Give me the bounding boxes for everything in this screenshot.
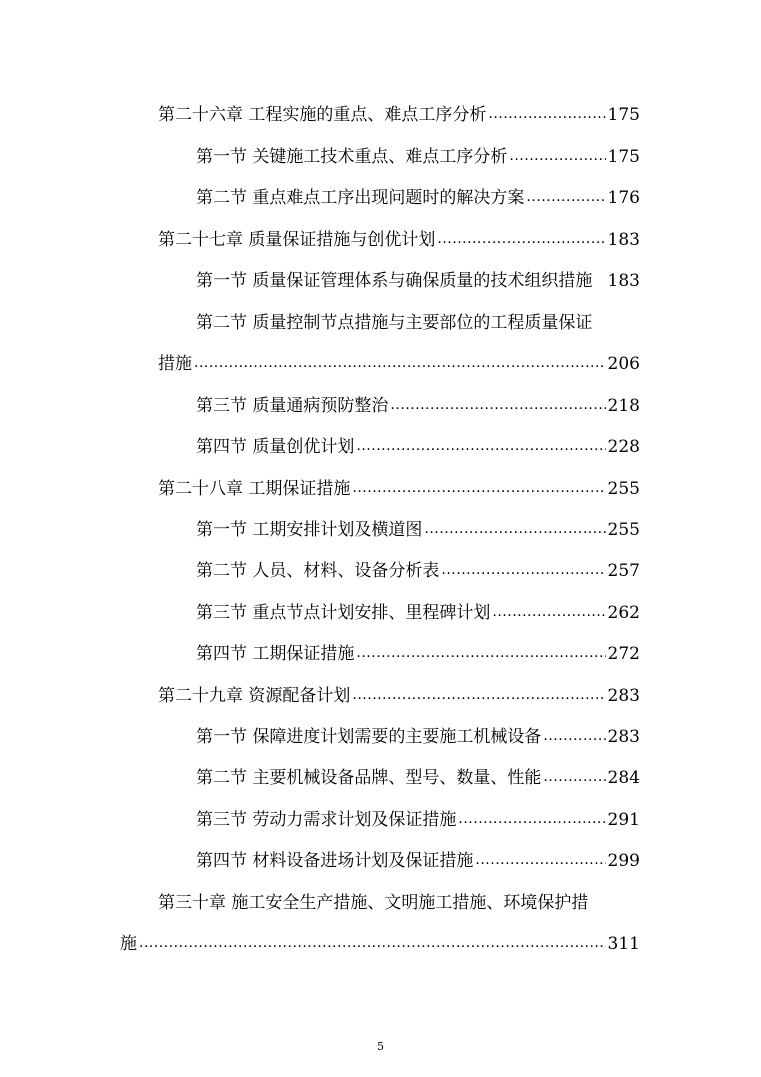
toc-entry-continuation [158, 345, 640, 375]
toc-page-number: 272 [607, 644, 640, 664]
toc-entry [196, 511, 640, 541]
toc-entry [196, 842, 640, 872]
toc-page-number: 311 [607, 934, 640, 954]
toc-page-number: 284 [607, 768, 640, 788]
toc-entry-label-cont: 措施 [158, 354, 192, 374]
toc-page-number: 255 [607, 520, 640, 540]
toc-page-number: 183 [607, 271, 640, 291]
toc-entry-label: 第四节 质量创优计划 [196, 437, 355, 457]
toc-entry [196, 718, 640, 748]
toc-entry-label: 第二十八章 工期保证措施 [158, 479, 351, 499]
toc-page-number: 183 [607, 230, 640, 250]
toc-dot-leader [492, 603, 605, 621]
toc-entry-continuation [120, 925, 640, 955]
toc-entry [196, 138, 640, 168]
toc-entry [196, 594, 640, 624]
toc-entry-label: 第一节 关键施工技术重点、难点工序分析 [196, 147, 508, 167]
page-number: 5 [377, 1040, 384, 1053]
toc-dot-leader [194, 354, 606, 372]
toc-entry-label: 第二十六章 工程实施的重点、难点工序分析 [158, 105, 487, 125]
toc-page-number: 291 [607, 810, 640, 830]
toc-entry-label: 第二节 质量控制节点措施与主要部位的工程质量保证 [196, 313, 593, 333]
toc-entry-label-cont: 施 [120, 934, 137, 954]
toc-dot-leader [543, 768, 605, 786]
toc-entry-label: 第一节 工期安排计划及横道图 [196, 520, 423, 540]
toc-entry-label: 第二十九章 资源配备计划 [158, 686, 351, 706]
toc-page-number: 283 [607, 727, 640, 747]
toc-dot-leader [437, 230, 605, 248]
toc-dot-leader [356, 644, 605, 662]
toc-dot-leader [356, 437, 605, 455]
toc-entry [158, 221, 640, 251]
toc-page-number: 176 [607, 188, 640, 208]
toc-entry [196, 635, 640, 665]
toc-dot-leader [509, 147, 605, 165]
toc-page-number: 175 [607, 147, 640, 167]
toc-entry-label: 第三节 质量通病预防整治 [196, 396, 389, 416]
toc-entry [196, 552, 640, 582]
toc-entry-label: 第一节 保障进度计划需要的主要施工机械设备 [196, 727, 542, 747]
toc-page-number: 228 [607, 437, 640, 457]
toc-entry [158, 470, 640, 500]
toc-entry-label: 第四节 材料设备进场计划及保证措施 [196, 851, 474, 871]
toc-dot-leader [352, 479, 605, 497]
toc-entry-label: 第三节 重点节点计划安排、里程碑计划 [196, 603, 491, 623]
toc-dot-leader [475, 851, 605, 869]
toc-entry [196, 428, 640, 458]
toc-page-number: 255 [607, 479, 640, 499]
toc-page-number: 175 [607, 105, 640, 125]
toc-entry [196, 801, 640, 831]
toc-entry-label: 第三十章 施工安全生产措施、文明施工措施、环境保护措 [158, 893, 589, 913]
toc-page-number: 257 [607, 561, 640, 581]
toc-page-number: 262 [607, 603, 640, 623]
toc-dot-leader [543, 727, 605, 745]
toc-entry [196, 387, 640, 417]
toc-dot-leader [458, 810, 605, 828]
toc-entry-label: 第二节 主要机械设备品牌、型号、数量、性能 [196, 768, 542, 788]
toc-dot-leader [441, 561, 605, 579]
toc-dot-leader [488, 105, 605, 123]
toc-page-number: 283 [607, 686, 640, 706]
toc-dot-leader [390, 396, 605, 414]
toc-entry-label: 第四节 工期保证措施 [196, 644, 355, 664]
toc-entry-label: 第二十七章 质量保证措施与创优计划 [158, 230, 436, 250]
toc-page-number: 206 [607, 354, 640, 374]
toc-entry-label: 第二节 人员、材料、设备分析表 [196, 561, 440, 581]
toc-entry [158, 96, 640, 126]
toc-entry-label: 第一节 质量保证管理体系与确保质量的技术组织措施 [196, 271, 593, 291]
toc-entry [196, 262, 640, 292]
toc-entry-label: 第二节 重点难点工序出现问题时的解决方案 [196, 188, 525, 208]
toc-entry-label: 第三节 劳动力需求计划及保证措施 [196, 810, 457, 830]
toc-dot-leader [139, 934, 606, 952]
toc-page-number: 218 [607, 396, 640, 416]
toc-dot-leader [424, 520, 605, 538]
toc-entry [158, 677, 640, 707]
toc-dot-leader [526, 188, 605, 206]
toc-entry [196, 179, 640, 209]
toc-dot-leader [352, 686, 605, 704]
toc-entry [196, 759, 640, 789]
toc-page-number: 299 [607, 851, 640, 871]
